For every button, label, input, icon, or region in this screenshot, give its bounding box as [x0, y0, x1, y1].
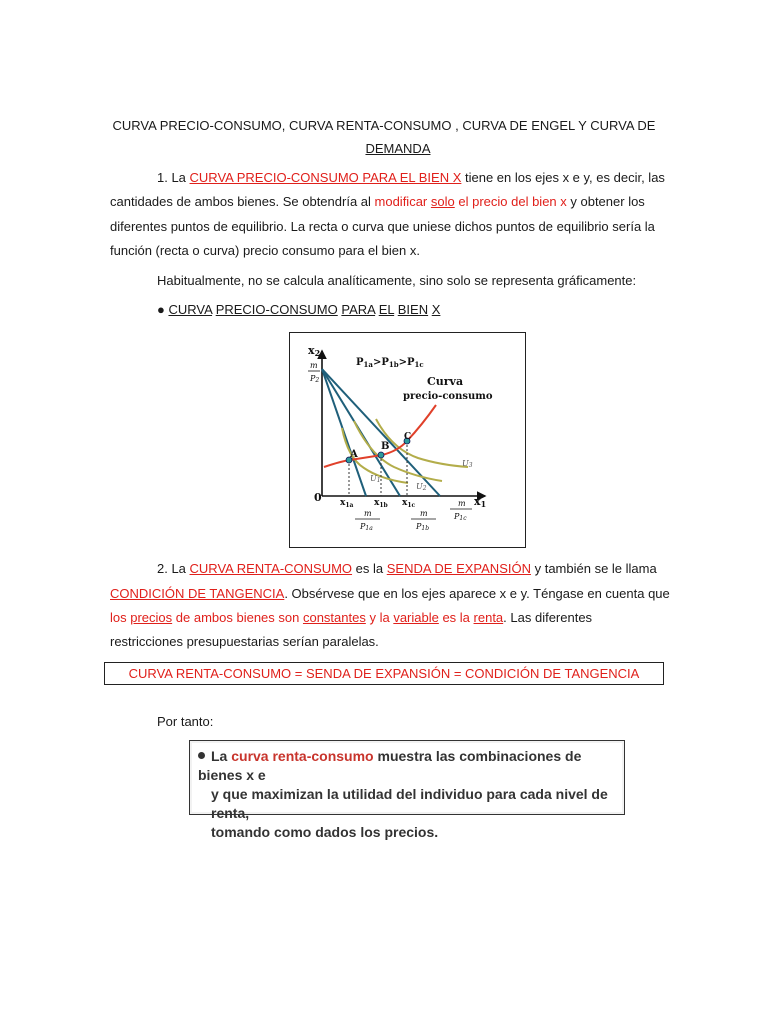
- p3-line4: restricciones presupuestarias serían paralelas.: [110, 634, 379, 649]
- summary-box: [189, 740, 625, 840]
- por-tanto: Por tanto:: [157, 714, 214, 729]
- p1-highlight-curve: CURVA PRECIO-CONSUMO PARA EL BIEN X: [189, 170, 462, 185]
- y-axis-label: x2: [308, 344, 321, 358]
- p1-highlight-precio: el precio del bien x: [454, 194, 567, 209]
- curve-label-line1: Curva: [427, 375, 464, 388]
- p1-text: tiene en los ejes x e y, es decir, las: [461, 170, 665, 185]
- p3-text: 2. La: [157, 561, 190, 576]
- p1-highlight-modificar: modificar: [374, 194, 428, 209]
- summary-text-c: muestra las combinaciones de bienes x e: [198, 748, 582, 783]
- curve-label-line2: precio-consumo: [403, 391, 493, 402]
- p2-line: Habitualmente, no se calcula analíticamente, sino solo se representa gráficamente:: [157, 273, 637, 288]
- bullet-word: CURVA: [168, 302, 213, 317]
- p3-red-text: y la: [365, 610, 394, 625]
- x1c-label: $x_{1c}$: [402, 498, 416, 509]
- y-frac-num: m: [310, 361, 318, 370]
- frac2-num: m: [420, 509, 428, 518]
- summary-line3: tomando como dados los precios.: [211, 824, 439, 840]
- bullet-dot: ●: [157, 302, 169, 317]
- u1-label: U1: [370, 474, 381, 484]
- frac1-den: P1a: [360, 522, 373, 532]
- p3-highlight-renta: renta: [473, 610, 504, 625]
- bullet-word: PARA: [341, 302, 376, 317]
- frac2-den: P1b: [416, 522, 430, 532]
- summary-line1: [198, 747, 618, 785]
- u2-label: U2: [416, 482, 427, 492]
- p3-text: y también se le llama: [530, 561, 657, 576]
- p3-highlight-renta-consumo: CURVA RENTA-CONSUMO: [189, 561, 353, 576]
- bullet-word: PRECIO-CONSUMO: [215, 302, 338, 317]
- point-a-label: A: [350, 449, 358, 460]
- point-c-label: C: [404, 432, 412, 442]
- p1-line2: [110, 194, 645, 210]
- doc-title-line2: [0, 141, 768, 157]
- x1b-label: $x_{1b}$: [374, 498, 388, 509]
- doc-title-demanda: DEMANDA: [365, 141, 431, 156]
- p1-line3: diferentes puntos de equilibrio. La recta o curva que uniese dichos puntos de equilibrio sería la: [110, 219, 655, 234]
- frac3-num: m: [458, 499, 466, 508]
- summary-text: [198, 747, 618, 842]
- summary-highlight: curva renta-consumo: [231, 748, 374, 764]
- summary-line2: y que maximizan la utilidad del individuo para cada nivel de renta,: [211, 786, 608, 821]
- p3-text: es la: [352, 561, 387, 576]
- bullet-word: X: [431, 302, 441, 317]
- x-axis-label: x1: [474, 495, 487, 509]
- p3-line3: [110, 610, 592, 626]
- p3-red-text: es la: [438, 610, 474, 625]
- origin-label: 0: [314, 491, 322, 504]
- p1-line4: función (recta o curva) precio consumo para el bien x.: [110, 243, 420, 258]
- doc-title-line1: CURVA PRECIO-CONSUMO, CURVA RENTA-CONSUMO , CURVA DE ENGEL Y CURVA DE: [112, 118, 656, 133]
- bullet-heading: [157, 302, 440, 318]
- p3-text: . Las diferentes: [503, 610, 593, 625]
- p3-line2: [110, 586, 670, 602]
- price-consumption-diagram: [290, 333, 525, 547]
- p3-highlight-tangencia: CONDICIÓN DE TANGENCIA: [110, 586, 285, 601]
- p1-line1: [157, 170, 665, 186]
- p1-highlight-solo: solo: [430, 194, 455, 209]
- bullet-word: EL: [378, 302, 395, 317]
- point-b-label: B: [381, 441, 390, 452]
- p3-highlight-variable: variable: [393, 610, 439, 625]
- frac1-num: m: [364, 509, 372, 518]
- p1-text: cantidades de ambos bienes. Se obtendría al: [110, 194, 375, 209]
- p3-highlight-senda: SENDA DE EXPANSIÓN: [386, 561, 531, 576]
- frac3-den: P1c: [454, 512, 467, 522]
- bullet-word: BIEN: [397, 302, 429, 317]
- price-order-label: $P_{1a}>P_{1b}>P_{1c}$: [356, 357, 424, 369]
- p3-red-text: los: [110, 610, 131, 625]
- p1-text: y obtener los: [566, 194, 645, 209]
- y-frac-den: P2: [310, 374, 320, 384]
- p3-red-text: de ambos bienes son: [172, 610, 303, 625]
- summary-text-a: La: [211, 748, 232, 764]
- bullet-dot-icon: [198, 752, 205, 759]
- x1a-label: $x_{1a}$: [340, 498, 354, 509]
- u3-label: U3: [462, 459, 473, 469]
- p3-line1: [157, 561, 657, 577]
- p1-text: 1. La: [157, 170, 190, 185]
- price-consumption-figure: [289, 332, 526, 548]
- p3-text: . Obsérvese que en los ejes aparece x e y. Téngase en cuenta que: [284, 586, 670, 601]
- point-b-marker: [378, 452, 384, 458]
- equation-box: CURVA RENTA-CONSUMO = SENDA DE EXPANSIÓN = CONDICIÓN DE TANGENCIA: [104, 662, 664, 685]
- p3-highlight-precios: precios: [130, 610, 173, 625]
- p3-highlight-constantes: constantes: [302, 610, 366, 625]
